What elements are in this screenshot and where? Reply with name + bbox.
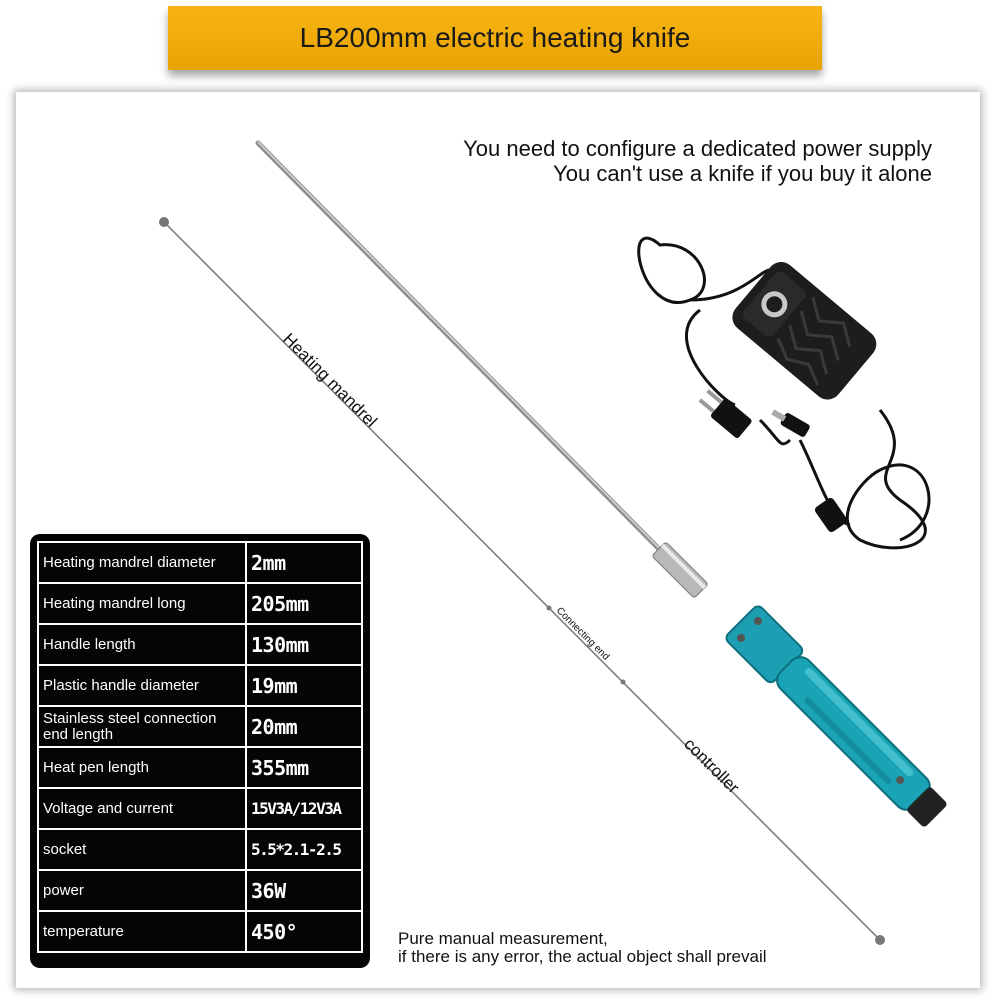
spec-value: 205mm [246,583,362,624]
spec-row [38,624,362,665]
spec-value: 19mm [246,665,362,706]
notice-line-2: You can't use a knife if you buy it alone [553,161,932,186]
notice-line-1: You need to configure a dedicated power supply [463,136,932,161]
heating-pen-handle [724,604,953,833]
spec-row [38,665,362,706]
spec-table-panel [30,534,370,968]
spec-value: 2mm [246,542,362,583]
spec-row [38,747,362,788]
spec-label: Plastic handle diameter [38,665,246,706]
spec-label: Voltage and current [38,788,246,829]
spec-label: Heating mandrel diameter [38,542,246,583]
spec-value: 355mm [246,747,362,788]
disclaimer-line-2: if there is any error, the actual object shall prevail [398,947,767,966]
connecting-end-callout: Connecting end [553,605,612,663]
spec-value: 20mm [246,706,362,747]
spec-label: Stainless steel connection end length [38,706,246,747]
spec-value: 450° [246,911,362,952]
spec-value: 5.5*2.1-2.5 [246,829,362,870]
spec-label: power [38,870,246,911]
controller-callout: controller [680,734,744,798]
spec-table [37,541,363,953]
spec-label: temperature [38,911,246,952]
spec-row [38,542,362,583]
spec-label: Heat pen length [38,747,246,788]
disclaimer-line-1: Pure manual measurement, [398,929,608,948]
spec-value: 36W [246,870,362,911]
measurement-disclaimer [398,930,767,966]
spec-label: socket [38,829,246,870]
spec-row [38,706,362,747]
spec-row [38,583,362,624]
spec-row [38,788,362,829]
heating-mandrel-rod [258,142,662,552]
spec-label: Heating mandrel long [38,583,246,624]
power-supply-controller [639,238,929,548]
banner-title: LB200mm electric heating knife [299,22,691,53]
connection-sleeve [652,542,709,599]
heating-mandrel-callout: Heating mandrel [279,329,381,432]
spec-value: 15V3A/12V3A [246,788,362,829]
spec-row [38,829,362,870]
spec-row [38,870,362,911]
spec-value: 130mm [246,624,362,665]
spec-label: Handle length [38,624,246,665]
power-supply-notice [463,136,932,186]
spec-row [38,911,362,952]
